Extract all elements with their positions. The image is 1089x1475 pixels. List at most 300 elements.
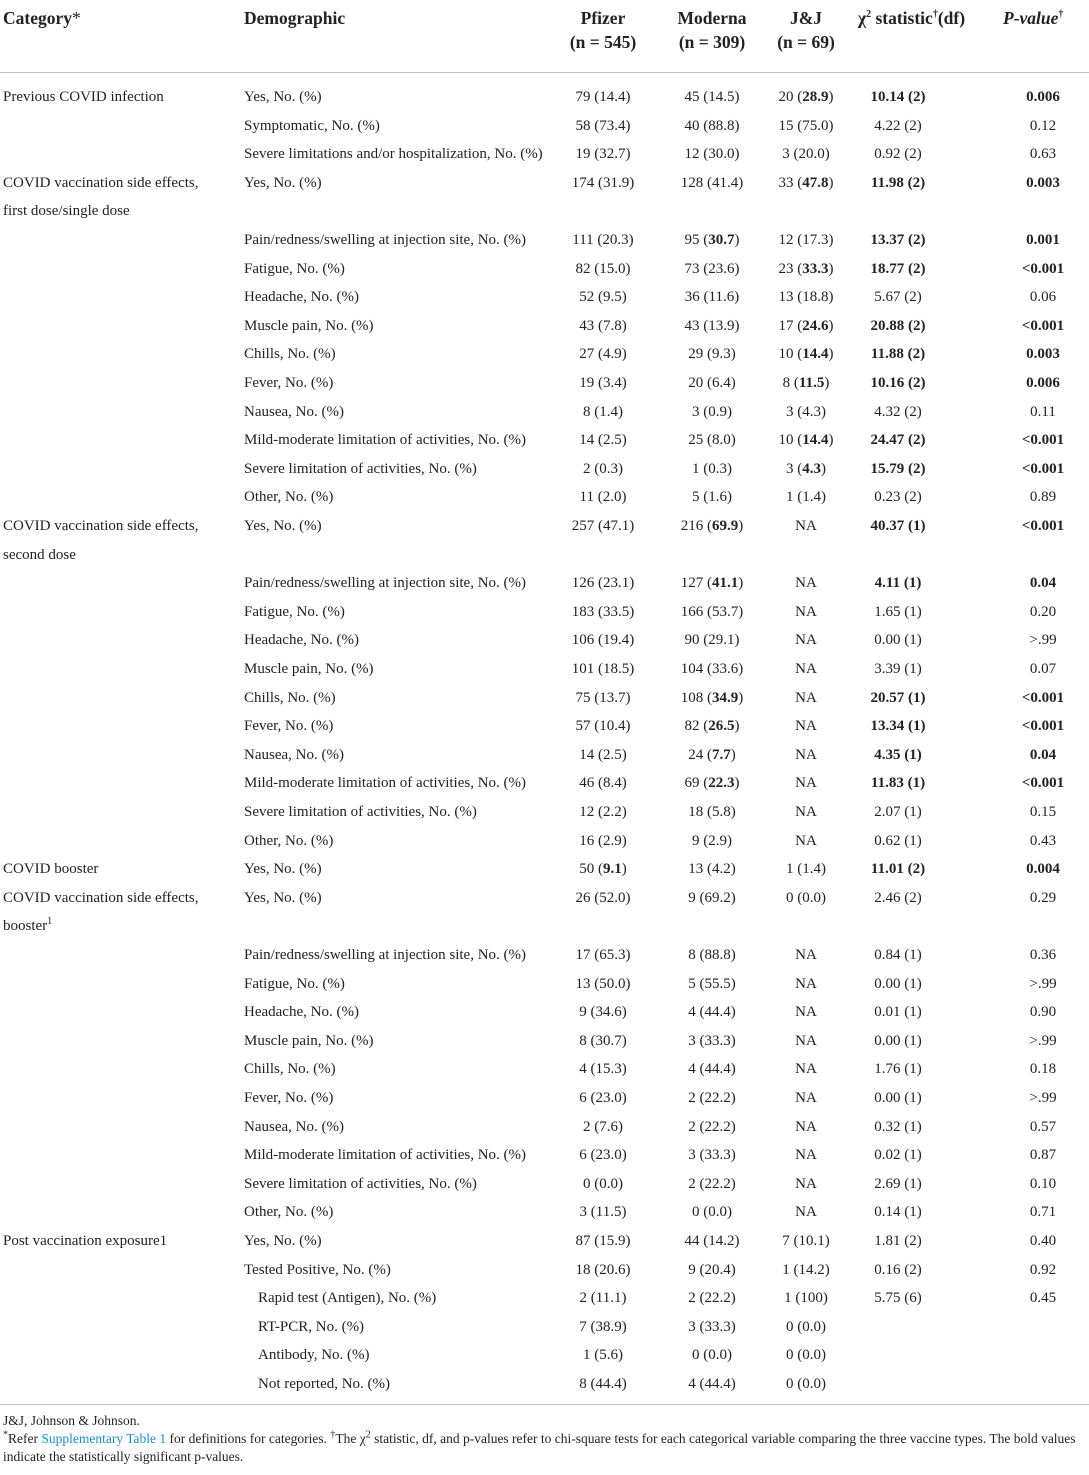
footnote-definitions: *Refer Supplementary Table 1 for definitions for categories. †The $\chi^2$ statistic, df, and p-values refer to chi-square tests for each categorical variable comparing the three vaccine types. The bold values indicate the statistically significant p-values.: [3, 1429, 1076, 1464]
cell-pfizer: 3 (11.5): [579, 1204, 627, 1221]
row-demographic: Nausea, No. (%): [244, 403, 344, 420]
cell-p-value: 0.15: [1029, 804, 1057, 820]
header-divider: [0, 72, 1089, 73]
cell-jj: 3 (20.0): [782, 146, 830, 163]
table-row: [0, 1170, 1089, 1199]
row-demographic: Symptomatic, No. (%): [244, 117, 380, 134]
cell-chi-square: 11.88 (2): [870, 346, 926, 363]
table-row: [0, 626, 1089, 655]
row-demographic: Severe limitation of activities, No. (%): [244, 460, 477, 477]
cell-moderna: 127 (41.1): [680, 575, 744, 592]
table-row: [0, 741, 1089, 770]
cell-chi-square: 13.34 (1): [870, 718, 926, 735]
cell-jj: 10 (14.4): [778, 432, 834, 449]
cell-chi-square: 20.57 (1): [870, 689, 926, 706]
cell-pfizer: 57 (10.4): [575, 718, 631, 735]
cell-chi-square: 0.00 (1): [874, 1090, 922, 1106]
cell-p-value: 0.71: [1029, 1204, 1057, 1221]
cell-p-value: 0.89: [1029, 489, 1057, 506]
cell-moderna: 18 (5.8): [688, 804, 736, 820]
cell-pfizer: 19 (32.7): [575, 146, 631, 163]
row-demographic: Yes, No. (%): [244, 1233, 322, 1249]
cell-chi-square: 0.01 (1): [874, 1004, 922, 1021]
table-row: [0, 398, 1089, 427]
row-demographic: Chills, No. (%): [244, 1061, 336, 1078]
cell-p-value: 0.40: [1029, 1233, 1057, 1249]
row-demographic: Pain/redness/swelling at injection site, No. (%): [244, 575, 527, 592]
cell-p-value: <0.001: [1021, 518, 1065, 534]
cell-p-value: 0.20: [1029, 603, 1057, 620]
cell-jj: NA: [795, 1004, 817, 1021]
cell-pfizer: 27 (4.9): [579, 346, 627, 363]
cell-p-value: <0.001: [1021, 718, 1065, 735]
cell-jj: 23 (33.3): [778, 260, 834, 277]
cell-chi-square: 0.23 (2): [874, 489, 922, 506]
cell-p-value: 0.87: [1029, 1147, 1057, 1164]
cell-pfizer: 82 (15.0): [575, 260, 631, 277]
cell-jj: NA: [795, 1204, 817, 1221]
cell-pfizer: 2 (0.3): [583, 460, 623, 477]
cell-chi-square: 0.62 (1): [874, 832, 922, 849]
header-p-value: P-value†: [1003, 8, 1064, 28]
row-category: Post vaccination exposure1: [3, 1233, 168, 1249]
table-row: [0, 483, 1089, 512]
row-category: Previous COVID infection: [3, 89, 164, 105]
row-demographic: Pain/redness/swelling at injection site, No. (%): [244, 232, 527, 248]
row-demographic: Headache, No. (%): [244, 289, 359, 306]
cell-moderna: 95 (30.7): [684, 232, 740, 248]
table-row: [0, 1141, 1089, 1170]
cell-p-value: 0.04: [1029, 746, 1057, 763]
cell-moderna: 12 (30.0): [684, 146, 740, 163]
cell-jj: NA: [795, 518, 817, 534]
cell-p-value: 0.12: [1029, 117, 1057, 134]
cell-chi-square: 0.16 (2): [874, 1261, 922, 1278]
cell-chi-square: 18.77 (2): [870, 260, 926, 277]
cell-moderna: 216 (69.9): [680, 518, 744, 534]
table-row: [0, 512, 1089, 541]
table-row: [0, 827, 1089, 856]
cell-moderna: 69 (22.3): [684, 775, 740, 792]
cell-p-value: 0.003: [1026, 346, 1060, 363]
table-row: [0, 998, 1089, 1027]
cell-jj: 15 (75.0): [778, 117, 834, 134]
table-row: [0, 598, 1089, 627]
cell-chi-square: 20.88 (2): [870, 317, 926, 334]
cell-chi-square: 1.81 (2): [874, 1233, 922, 1249]
table-row: [0, 884, 1089, 913]
table-row: [0, 541, 1089, 570]
cell-pfizer: 14 (2.5): [579, 432, 627, 449]
cell-jj: 0 (0.0): [786, 1376, 826, 1392]
header-chi-square: $\chi^2$ statistic†(df): [858, 8, 966, 28]
cell-chi-square: 4.11 (1): [874, 575, 922, 592]
cell-pfizer: 87 (15.9): [575, 1233, 631, 1249]
row-category: COVID vaccination side effects,: [3, 889, 199, 906]
cell-p-value: >.99: [1029, 1032, 1057, 1049]
row-demographic: Yes, No. (%): [244, 174, 322, 191]
cell-jj: 12 (17.3): [778, 232, 834, 248]
cell-jj: NA: [795, 804, 817, 820]
cell-chi-square: 11.01 (2): [870, 861, 926, 878]
cell-moderna: 24 (7.7): [688, 746, 736, 763]
row-demographic: Yes, No. (%): [244, 861, 322, 878]
table-row: [0, 655, 1089, 684]
cell-jj: 7 (10.1): [782, 1233, 830, 1249]
cell-p-value: 0.006: [1026, 89, 1060, 105]
cell-pfizer: 58 (73.4): [575, 117, 631, 134]
cell-moderna: 5 (1.6): [692, 489, 732, 506]
cell-jj: NA: [795, 1175, 817, 1192]
table-row: [0, 1084, 1089, 1113]
table-row: [0, 769, 1089, 798]
row-demographic: Muscle pain, No. (%): [244, 661, 374, 677]
cell-chi-square: 15.79 (2): [870, 460, 926, 477]
cell-moderna: 166 (53.7): [680, 603, 744, 620]
row-demographic: Yes, No. (%): [244, 889, 322, 906]
table-row: [0, 970, 1089, 999]
cell-moderna: 90 (29.1): [684, 632, 740, 649]
cell-pfizer: 11 (2.0): [579, 489, 627, 506]
header-category: Category*: [3, 8, 81, 28]
header-demographic: Demographic: [244, 8, 346, 28]
cell-chi-square: 0.00 (1): [874, 1032, 922, 1049]
cell-pfizer: 126 (23.1): [571, 575, 635, 592]
table-row: [0, 169, 1089, 198]
table-row: [0, 1370, 1089, 1399]
cell-pfizer: 1 (5.6): [583, 1347, 623, 1364]
cell-jj: NA: [795, 575, 817, 592]
cell-jj: 1 (100): [784, 1290, 828, 1307]
row-category: booster$^1$: [3, 916, 53, 935]
cell-chi-square: 5.75 (6): [874, 1290, 922, 1307]
cell-jj: 0 (0.0): [786, 1347, 826, 1364]
cell-p-value: 0.11: [1030, 403, 1056, 420]
table-row: [0, 340, 1089, 369]
cell-moderna: 2 (22.2): [688, 1175, 736, 1192]
row-category: COVID vaccination side effects,: [3, 518, 199, 534]
row-demographic: Other, No. (%): [244, 832, 334, 849]
row-demographic: Fatigue, No. (%): [244, 975, 345, 992]
table-row: [0, 1027, 1089, 1056]
header-jj: J&J (n = 69): [777, 8, 835, 52]
table-row: [0, 226, 1089, 255]
cell-jj: 13 (18.8): [778, 289, 834, 306]
cell-jj: 3 (4.3): [786, 403, 826, 420]
cell-moderna: 4 (44.4): [688, 1376, 736, 1392]
row-demographic: Fever, No. (%): [244, 375, 334, 391]
cell-jj: NA: [795, 603, 817, 620]
cell-moderna: 44 (14.2): [684, 1233, 740, 1249]
cell-p-value: <0.001: [1021, 317, 1065, 334]
cell-moderna: 9 (20.4): [688, 1261, 736, 1278]
cell-p-value: <0.001: [1021, 432, 1065, 449]
cell-chi-square: 10.14 (2): [870, 89, 926, 105]
row-demographic: Fatigue, No. (%): [244, 260, 345, 277]
row-category: COVID vaccination side effects,: [3, 174, 199, 191]
cell-pfizer: 101 (18.5): [571, 661, 635, 677]
cell-p-value: 0.004: [1026, 861, 1060, 878]
cell-moderna: 0 (0.0): [692, 1347, 732, 1364]
table-row: [0, 369, 1089, 398]
row-demographic: Yes, No. (%): [244, 518, 322, 534]
row-demographic: Mild-moderate limitation of activities, No. (%): [244, 432, 527, 449]
table-row: [0, 1313, 1089, 1342]
cell-p-value: 0.18: [1029, 1061, 1057, 1078]
cell-pfizer: 257 (47.1): [571, 518, 635, 534]
cell-pfizer: 14 (2.5): [579, 746, 627, 763]
table-row: [0, 455, 1089, 484]
table-row: [0, 1227, 1089, 1256]
table-row: [0, 140, 1089, 169]
cell-p-value: 0.04: [1029, 575, 1057, 592]
row-demographic: Mild-moderate limitation of activities, No. (%): [244, 1147, 527, 1164]
row-category: first dose/single dose: [3, 203, 130, 220]
row-demographic: Muscle pain, No. (%): [244, 317, 374, 334]
cell-chi-square: 2.46 (2): [874, 889, 922, 906]
cell-p-value: 0.57: [1029, 1118, 1057, 1135]
cell-moderna: 45 (14.5): [684, 89, 740, 105]
cell-moderna: 104 (33.6): [680, 661, 744, 677]
cell-chi-square: 2.69 (1): [874, 1175, 922, 1192]
cell-moderna: 3 (0.9): [692, 403, 732, 420]
cell-p-value: 0.003: [1026, 174, 1060, 191]
cell-p-value: <0.001: [1021, 460, 1065, 477]
cell-jj: NA: [795, 832, 817, 849]
cell-moderna: 82 (26.5): [684, 718, 740, 735]
cell-moderna: 9 (69.2): [688, 889, 736, 906]
cell-chi-square: 13.37 (2): [870, 232, 926, 248]
table-bottom-divider: [0, 1404, 1089, 1405]
footnote-abbreviation: J&J, Johnson & Johnson.: [3, 1413, 140, 1428]
cell-p-value: 0.06: [1029, 289, 1057, 306]
cell-chi-square: 11.83 (1): [870, 775, 926, 792]
row-demographic: Pain/redness/swelling at injection site, No. (%): [244, 947, 527, 963]
header-pfizer: Pfizer (n = 545): [569, 8, 637, 52]
cell-pfizer: 106 (19.4): [571, 632, 635, 649]
cell-jj: NA: [795, 632, 817, 649]
cell-p-value: 0.63: [1029, 146, 1057, 163]
cell-pfizer: 13 (50.0): [575, 975, 631, 992]
cell-jj: 8 (11.5): [782, 375, 830, 391]
cell-jj: 1 (1.4): [786, 861, 826, 878]
cell-chi-square: 0.02 (1): [874, 1147, 922, 1164]
cell-chi-square: 4.22 (2): [874, 117, 922, 134]
cell-p-value: <0.001: [1021, 775, 1065, 792]
table-header: [0, 0, 1089, 72]
cell-chi-square: 0.32 (1): [874, 1118, 922, 1135]
cell-moderna: 43 (13.9): [684, 317, 740, 334]
cell-moderna: 73 (23.6): [684, 260, 740, 277]
cell-p-value: >.99: [1029, 632, 1057, 649]
row-demographic: Headache, No. (%): [244, 632, 359, 649]
cell-jj: 1 (14.2): [782, 1261, 830, 1278]
cell-chi-square: 24.47 (2): [870, 432, 926, 449]
cell-jj: NA: [795, 775, 817, 792]
cell-chi-square: 3.39 (1): [874, 661, 922, 677]
cell-p-value: 0.36: [1029, 947, 1057, 963]
cell-chi-square: 0.92 (2): [874, 146, 922, 163]
table-row: [0, 112, 1089, 141]
cell-chi-square: 1.76 (1): [874, 1061, 922, 1078]
row-demographic: Not reported, No. (%): [258, 1376, 391, 1392]
cell-chi-square: 4.35 (1): [874, 746, 922, 763]
cell-pfizer: 4 (15.3): [579, 1061, 627, 1078]
cell-moderna: 2 (22.2): [688, 1090, 736, 1106]
cell-chi-square: 2.07 (1): [874, 804, 922, 820]
table-row: [0, 426, 1089, 455]
cell-pfizer: 9 (34.6): [579, 1004, 627, 1021]
cell-jj: 1 (1.4): [786, 489, 826, 506]
cell-moderna: 8 (88.8): [688, 947, 736, 963]
cell-pfizer: 17 (65.3): [575, 947, 631, 963]
table-row: [0, 1341, 1089, 1370]
cell-jj: 0 (0.0): [786, 1318, 826, 1335]
cell-pfizer: 0 (0.0): [583, 1175, 623, 1192]
cell-p-value: 0.92: [1029, 1261, 1057, 1278]
row-demographic: Chills, No. (%): [244, 689, 336, 706]
cell-moderna: 108 (34.9): [680, 689, 744, 706]
cell-pfizer: 6 (23.0): [579, 1147, 627, 1164]
cell-p-value: 0.07: [1029, 661, 1057, 677]
cell-jj: NA: [795, 718, 817, 735]
table-row: [0, 1055, 1089, 1084]
row-demographic: Fever, No. (%): [244, 718, 334, 735]
table-row: [0, 283, 1089, 312]
cell-p-value: 0.006: [1026, 375, 1060, 391]
table-row: [0, 255, 1089, 284]
cell-moderna: 13 (4.2): [688, 861, 736, 878]
table-row: [0, 712, 1089, 741]
row-demographic: Antibody, No. (%): [258, 1347, 370, 1364]
cell-moderna: 4 (44.4): [688, 1004, 736, 1021]
row-category: second dose: [3, 546, 76, 563]
cell-chi-square: 0.84 (1): [874, 947, 922, 963]
row-demographic: Fatigue, No. (%): [244, 603, 345, 620]
cell-chi-square: 1.65 (1): [874, 603, 922, 620]
cell-moderna: 0 (0.0): [692, 1204, 732, 1221]
cell-moderna: 40 (88.8): [684, 117, 740, 134]
table-row: [0, 798, 1089, 827]
cell-p-value: 0.29: [1029, 889, 1057, 906]
cell-p-value: 0.43: [1029, 832, 1057, 849]
row-demographic: Other, No. (%): [244, 489, 334, 506]
row-demographic: Nausea, No. (%): [244, 746, 344, 763]
row-demographic: Severe limitations and/or hospitalization, No. (%): [244, 146, 543, 163]
cell-moderna: 4 (44.4): [688, 1061, 736, 1078]
table-row: [0, 1198, 1089, 1227]
cell-p-value: 0.001: [1026, 232, 1060, 248]
row-demographic: RT-PCR, No. (%): [258, 1318, 365, 1335]
cell-pfizer: 6 (23.0): [579, 1090, 627, 1106]
cell-p-value: >.99: [1029, 1090, 1057, 1106]
cell-pfizer: 7 (38.9): [579, 1318, 627, 1335]
cell-moderna: 2 (22.2): [688, 1118, 736, 1135]
cell-jj: NA: [795, 1061, 817, 1078]
cell-chi-square: 0.00 (1): [874, 975, 922, 992]
row-demographic: Chills, No. (%): [244, 346, 336, 363]
cell-jj: 3 (4.3): [786, 460, 826, 477]
table-row: [0, 83, 1089, 112]
cell-p-value: <0.001: [1021, 260, 1065, 277]
cell-jj: NA: [795, 1118, 817, 1135]
row-demographic: Muscle pain, No. (%): [244, 1032, 374, 1049]
cell-moderna: 1 (0.3): [692, 460, 732, 477]
cell-jj: 17 (24.6): [778, 317, 834, 334]
cell-pfizer: 26 (52.0): [575, 889, 631, 906]
cell-jj: 20 (28.9): [778, 89, 834, 105]
cell-moderna: 3 (33.3): [688, 1318, 736, 1335]
cell-pfizer: 174 (31.9): [571, 174, 635, 191]
cell-pfizer: 18 (20.6): [575, 1261, 631, 1278]
row-demographic: Other, No. (%): [244, 1204, 334, 1221]
cell-pfizer: 8 (1.4): [583, 403, 623, 420]
cell-chi-square: 10.16 (2): [870, 375, 926, 391]
cell-p-value: 0.10: [1029, 1175, 1057, 1192]
row-demographic: Severe limitation of activities, No. (%): [244, 804, 477, 820]
table-row: [0, 197, 1089, 226]
cell-p-value: 0.90: [1029, 1004, 1057, 1021]
cell-moderna: 9 (2.9): [692, 832, 732, 849]
cell-moderna: 3 (33.3): [688, 1032, 736, 1049]
cell-pfizer: 50 (9.1): [579, 861, 627, 878]
cell-jj: 33 (47.8): [778, 174, 834, 191]
cell-moderna: 128 (41.4): [680, 174, 744, 191]
cell-moderna: 2 (22.2): [688, 1290, 736, 1307]
cell-pfizer: 19 (3.4): [579, 375, 627, 391]
cell-jj: NA: [795, 975, 817, 992]
table-row: [0, 569, 1089, 598]
table-row: [0, 941, 1089, 970]
cell-pfizer: 111 (20.3): [572, 232, 634, 248]
cell-moderna: 20 (6.4): [688, 375, 736, 391]
row-demographic: Mild-moderate limitation of activities, No. (%): [244, 775, 527, 792]
cell-jj: NA: [795, 661, 817, 677]
cell-pfizer: 43 (7.8): [579, 317, 627, 334]
table-footnotes: [3, 1412, 1085, 1466]
cell-pfizer: 75 (13.7): [575, 689, 631, 706]
table-row: [0, 1284, 1089, 1313]
supplementary-table-link[interactable]: Supplementary Table 1: [41, 1431, 167, 1446]
cell-pfizer: 12 (2.2): [579, 804, 627, 820]
cell-pfizer: 2 (11.1): [579, 1290, 627, 1307]
cell-jj: NA: [795, 1032, 817, 1049]
header-moderna: Moderna (n = 309): [677, 8, 747, 52]
cell-chi-square: 0.14 (1): [874, 1204, 922, 1221]
cell-jj: NA: [795, 1147, 817, 1164]
cell-jj: NA: [795, 746, 817, 763]
table-row: [0, 855, 1089, 884]
table-row: [0, 312, 1089, 341]
cell-moderna: 25 (8.0): [688, 432, 736, 449]
cell-chi-square: 5.67 (2): [874, 289, 922, 306]
cell-jj: 0 (0.0): [786, 889, 826, 906]
cell-pfizer: 16 (2.9): [579, 832, 627, 849]
cell-chi-square: 40.37 (1): [870, 518, 926, 534]
cell-chi-square: 4.32 (2): [874, 403, 922, 420]
cell-jj: NA: [795, 1090, 817, 1106]
row-demographic: Rapid test (Antigen), No. (%): [258, 1290, 437, 1307]
row-demographic: Yes, No. (%): [244, 89, 322, 105]
cell-jj: NA: [795, 689, 817, 706]
cell-moderna: 3 (33.3): [688, 1147, 736, 1164]
cell-jj: 10 (14.4): [778, 346, 834, 363]
cell-pfizer: 8 (30.7): [579, 1032, 627, 1049]
cell-chi-square: 0.00 (1): [874, 632, 922, 649]
row-demographic: Headache, No. (%): [244, 1004, 359, 1021]
row-demographic: Fever, No. (%): [244, 1090, 334, 1106]
row-category: COVID booster: [3, 861, 99, 878]
